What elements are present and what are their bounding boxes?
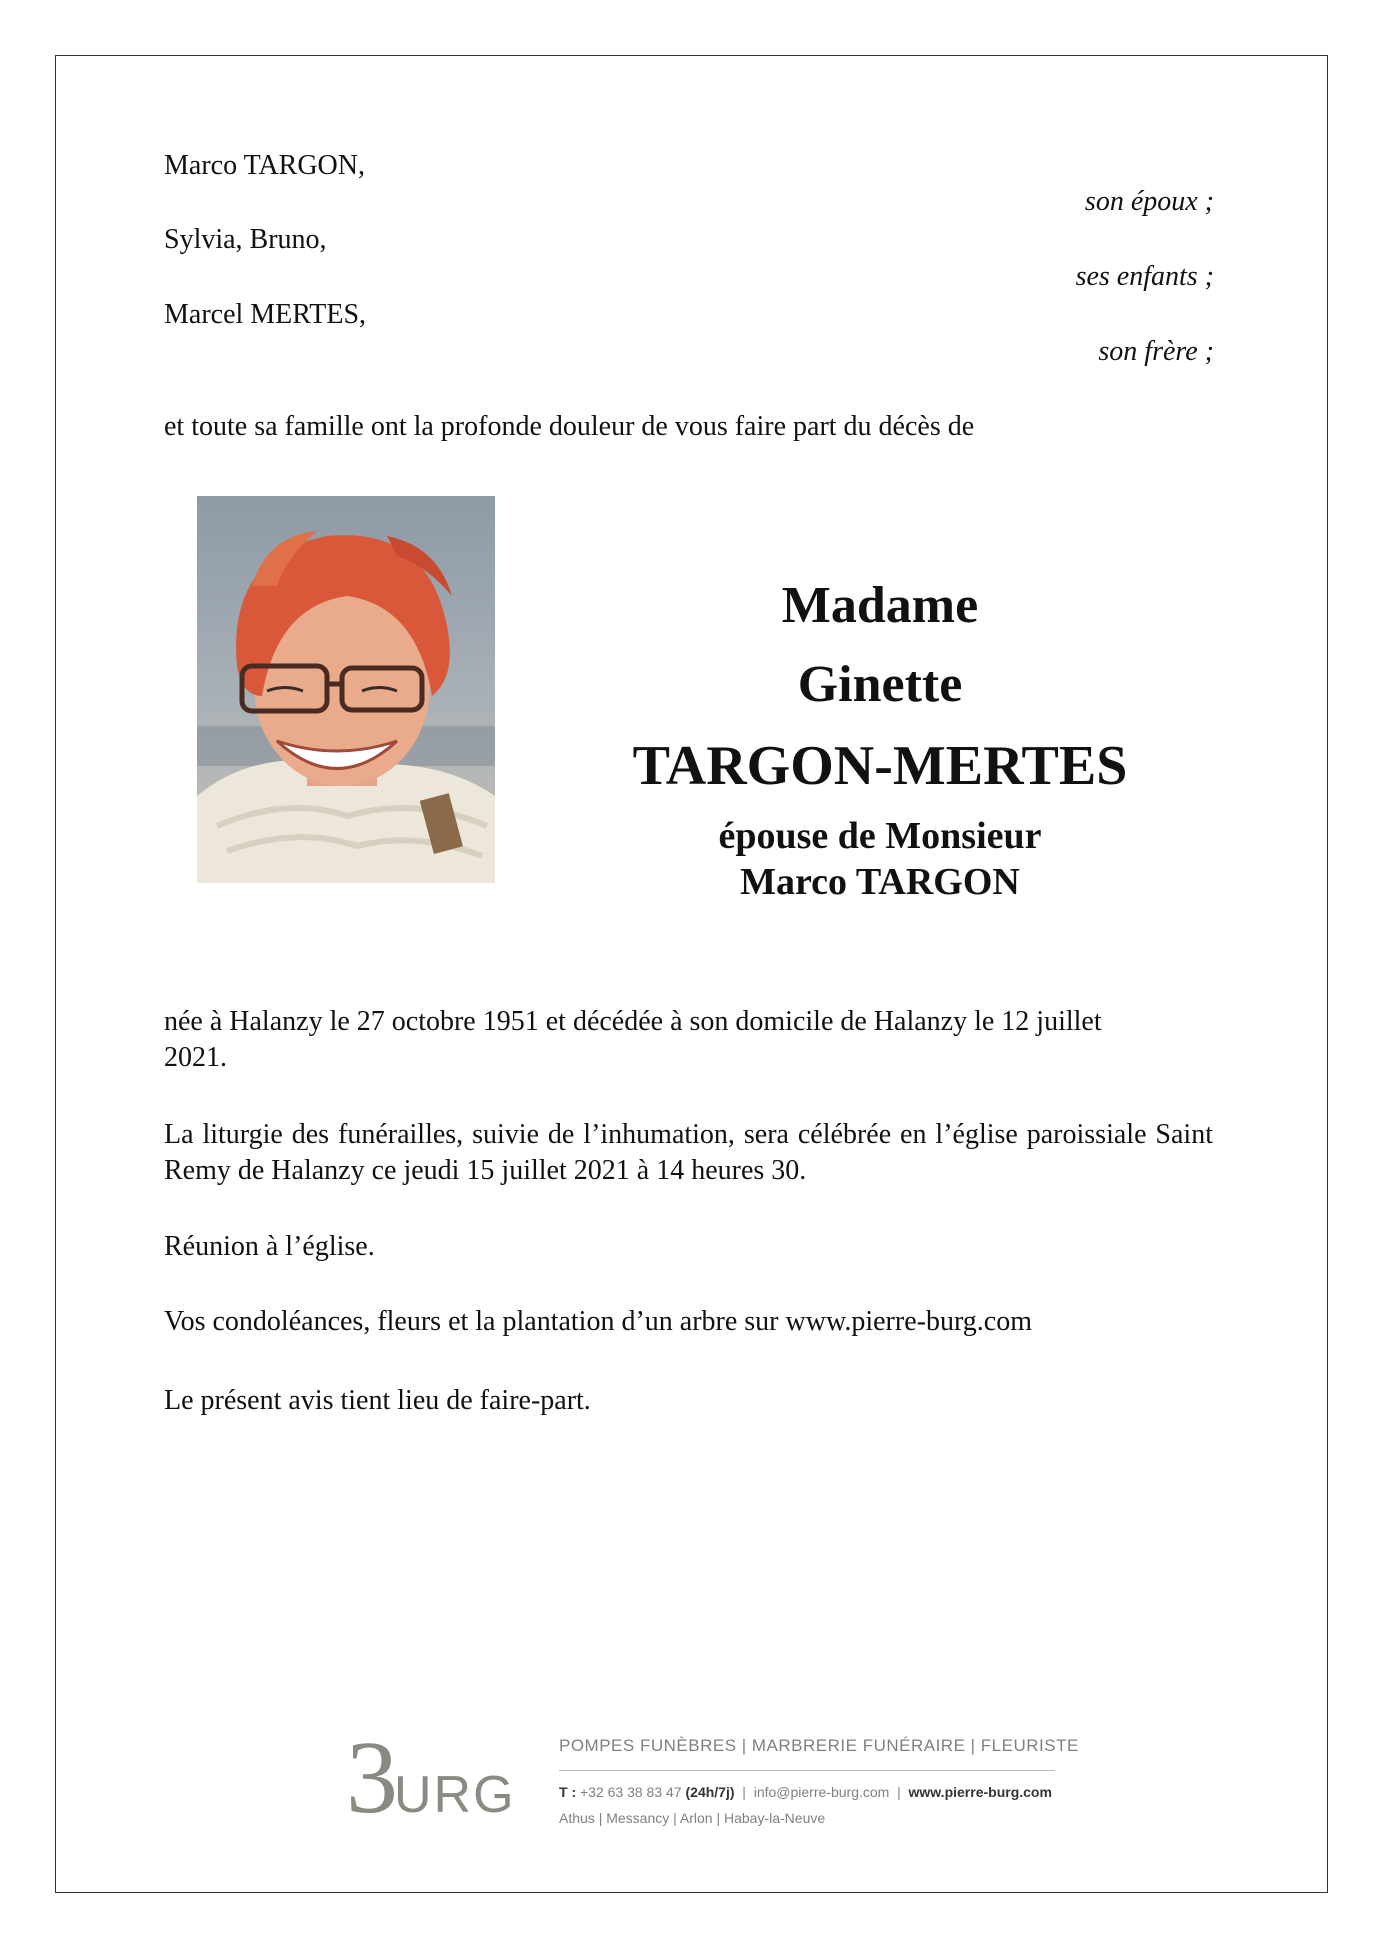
separator: | xyxy=(893,1784,905,1800)
phone-number[interactable]: +32 63 38 83 47 xyxy=(580,1784,682,1800)
condolences-paragraph: Vos condoléances, fleurs et la plantation d’un arbre sur www.pierre-burg.com xyxy=(164,1306,1032,1337)
notice-paragraph: Le présent avis tient lieu de faire-part. xyxy=(164,1385,591,1416)
phone-label: T : xyxy=(559,1784,577,1800)
svg-text:URG: URG xyxy=(394,1766,511,1824)
spouse-role: son époux ; xyxy=(1084,186,1214,217)
children-role: ses enfants ; xyxy=(1075,261,1214,292)
children-names: Sylvia, Bruno, xyxy=(164,224,327,255)
footer-contact-line xyxy=(559,1784,1052,1800)
portrait-photo xyxy=(197,496,495,883)
footer-divider xyxy=(559,1770,1055,1771)
relation-line-2: Marco TARGON xyxy=(740,861,1020,903)
deceased-last-name: TARGON-MERTES xyxy=(632,735,1128,797)
svg-text:3: 3 xyxy=(346,1728,398,1824)
spouse-name: Marco TARGON, xyxy=(164,150,365,181)
deceased-first-name: Ginette xyxy=(797,656,963,713)
meeting-paragraph: Réunion à l’église. xyxy=(164,1231,375,1262)
liturgy-paragraph: La liturgie des funérailles, suivie de l’inhumation, sera célébrée en l’église paroissiale Saint Remy de Halanzy ce jeudi 15 juillet 2021 à 14 heures 30. xyxy=(164,1119,1213,1187)
deceased-title: Madame xyxy=(781,577,979,634)
email-link[interactable]: info@pierre-burg.com xyxy=(753,1784,890,1800)
birth-death-paragraph: née à Halanzy le 27 octobre 1951 et décédée à son domicile de Halanzy le 12 juillet 2021. xyxy=(164,1006,1102,1074)
relation-line-1: épouse de Monsieur xyxy=(718,815,1042,857)
burg-logo xyxy=(346,1728,511,1824)
phone-hours: (24h/7j) xyxy=(685,1784,735,1800)
footer-services: POMPES FUNÈBRES | MARBRERIE FUNÉRAIRE | FLEURISTE xyxy=(559,1736,1079,1755)
announcement-text: et toute sa famille ont la profonde douleur de vous faire part du décès de xyxy=(164,411,975,442)
separator: | xyxy=(738,1784,750,1800)
footer-locations: Athus | Messancy | Arlon | Habay-la-Neuve xyxy=(559,1810,826,1826)
website-link[interactable]: www.pierre-burg.com xyxy=(908,1784,1052,1800)
brother-role: son frère ; xyxy=(1098,336,1214,367)
brother-name: Marcel MERTES, xyxy=(164,299,367,330)
